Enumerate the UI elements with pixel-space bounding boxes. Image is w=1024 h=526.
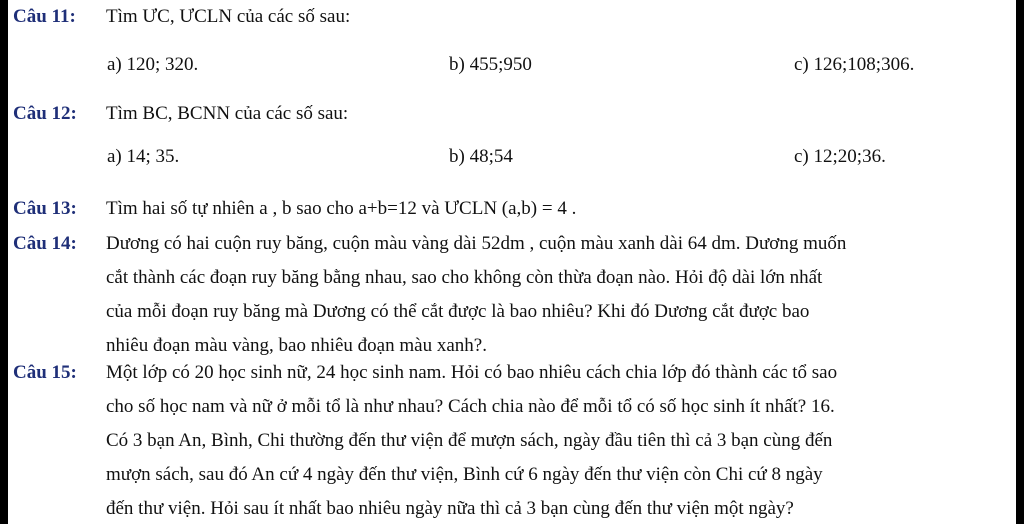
text-line: nhiêu đoạn màu vàng, bao nhiêu đoạn màu xanh?. (106, 335, 487, 356)
question-text: Tìm BC, BCNN của các số sau: (106, 103, 349, 124)
question-label: Câu 15: (13, 362, 77, 383)
text-line: Có 3 bạn An, Bình, Chi thường đến thư viện để mượn sách, ngày đầu tiên thì cả 3 bạn cùng đến (106, 430, 833, 451)
question-label: Câu 11: (13, 6, 76, 27)
question-label: Câu 14: (13, 233, 77, 254)
right-edge (1016, 0, 1024, 524)
option-b: b) 48;54 (449, 146, 513, 167)
text-line: của mỗi đoạn ruy băng mà Dương có thể cắt được là bao nhiêu? Khi đó Dương cắt được bao (106, 301, 810, 322)
text-line: Một lớp có 20 học sinh nữ, 24 học sinh nam. Hỏi có bao nhiêu cách chia lớp đó thành các tổ sao (106, 362, 838, 383)
option-c: c) 12;20;36. (794, 146, 886, 167)
text-line: Dương có hai cuộn ruy băng, cuộn màu vàng dài 52dm , cuộn màu xanh dài 64 dm. Dương muốn (106, 233, 847, 254)
option-c: c) 126;108;306. (794, 54, 915, 75)
question-label: Câu 13: (13, 198, 77, 219)
text-line: cắt thành các đoạn ruy băng bằng nhau, sao cho không còn thừa đoạn nào. Hỏi độ dài lớn nhất (106, 267, 823, 288)
text-line: cho số học nam và nữ ở mỗi tổ là như nhau? Cách chia nào để mỗi tổ có số học sinh ít nhất? 16. (106, 396, 835, 417)
text-line: mượn sách, sau đó An cứ 4 ngày đến thư viện, Bình cứ 6 ngày đến thư viện còn Chi cứ 8 ngày (106, 464, 823, 485)
question-label: Câu 12: (13, 103, 77, 124)
option-a: a) 120; 320. (107, 54, 199, 75)
question-text (106, 227, 982, 363)
question-text (106, 356, 982, 526)
question-text: Tìm ƯC, ƯCLN của các số sau: (106, 6, 351, 27)
option-b: b) 455;950 (449, 54, 532, 75)
option-a: a) 14; 35. (107, 146, 180, 167)
question-text: Tìm hai số tự nhiên a , b sao cho a+b=12 và ƯCLN (a,b) = 4 . (106, 198, 577, 219)
left-edge (0, 0, 8, 524)
text-line: đến thư viện. Hỏi sau ít nhất bao nhiêu ngày nữa thì cả 3 bạn cùng đến thư viện một ngày? (106, 498, 794, 519)
